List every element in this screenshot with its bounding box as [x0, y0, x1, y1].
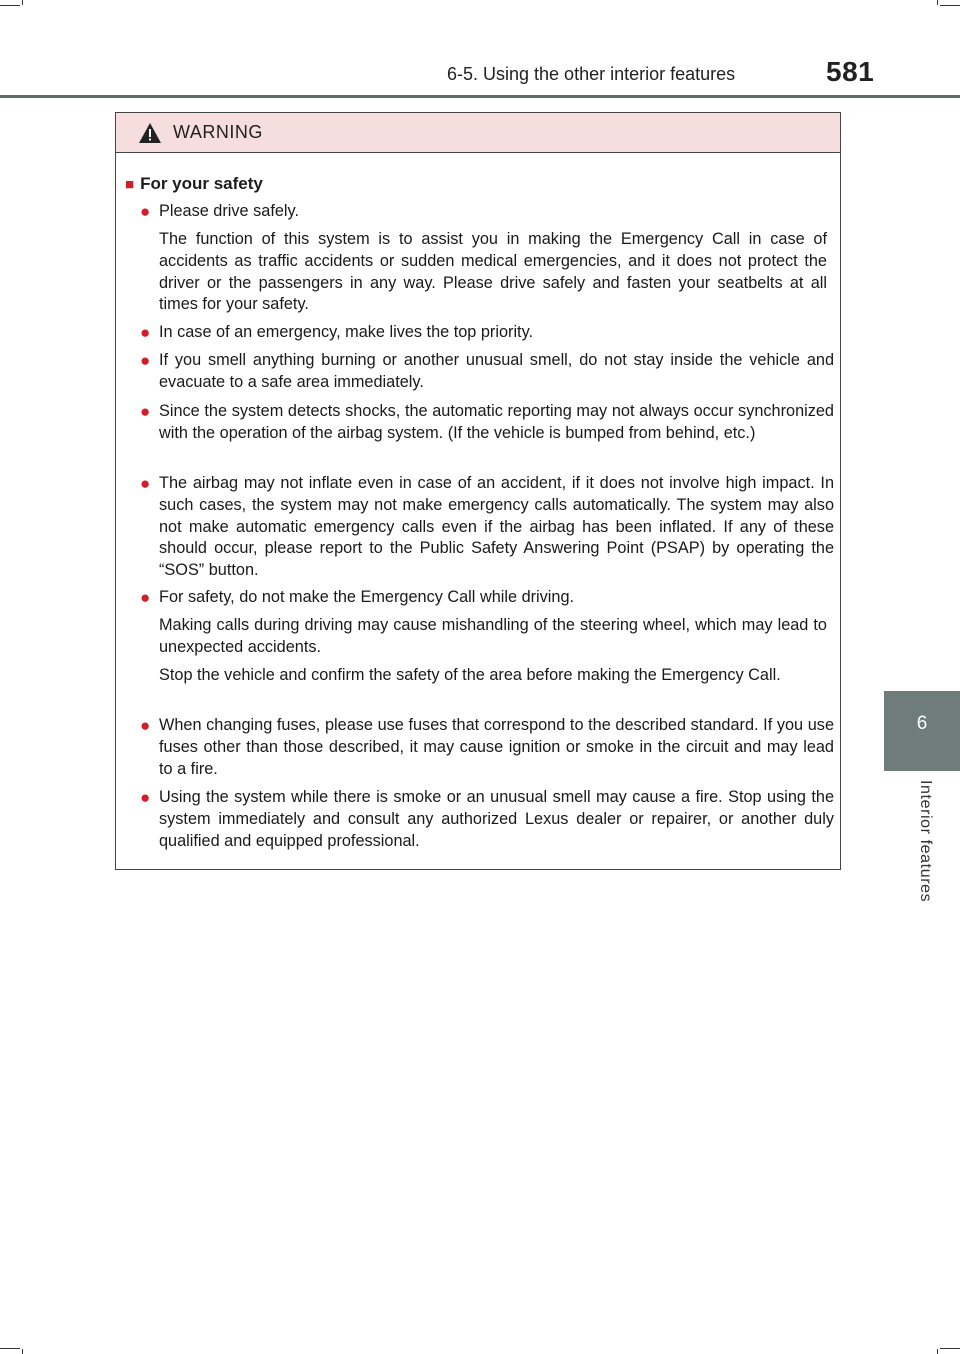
list-item: [140, 787, 834, 852]
sub-paragraph: Making calls during driving may cause mishandling of the steering wheel, which may lead to unexpected accidents.: [159, 616, 827, 656]
page-number: 581: [826, 56, 875, 87]
list-item-text: Since the system detects shocks, the automatic reporting may not always occur synchronized with the operation of the airbag system. (If the vehicle is bumped from behind, etc.): [159, 402, 834, 442]
list-item: [140, 201, 834, 223]
list-item-text: Using the system while there is smoke or an unusual smell may cause a fire. Stop using the system immediately and consult any authorized Lexus dealer or repairer, or another duly qualified and equipped professional.: [159, 788, 834, 850]
list-item: [140, 473, 834, 582]
crop-mark-bottom-left-h: [0, 1348, 20, 1349]
heading-square-icon: ■: [125, 176, 135, 193]
bullet-icon: ●: [140, 402, 151, 421]
bullet-icon: ●: [140, 788, 151, 807]
list-item-text: In case of an emergency, make lives the top priority.: [159, 323, 534, 341]
crop-mark-top-right-h: [940, 5, 960, 6]
list-item-text: For safety, do not make the Emergency Call while driving.: [159, 588, 575, 606]
bullet-icon: ●: [140, 716, 151, 735]
crop-mark-bottom-right-v: [937, 1349, 938, 1354]
warning-box: [115, 112, 841, 870]
chapter-label: Interior features: [917, 780, 934, 903]
bullet-icon: ●: [140, 351, 151, 370]
section-heading: [125, 174, 263, 194]
list-item: [140, 401, 834, 445]
chapter-tab: [884, 691, 960, 771]
warning-triangle-icon: [138, 122, 162, 144]
bullet-icon: ●: [140, 588, 151, 607]
bullet-icon: ●: [140, 474, 151, 493]
list-item-text: The airbag may not inflate even in case of an accident, if it does not involve high impact. In such cases, the system may not make emergency calls automatically. The system may also not make automatic emergency calls even if the airbag has been inflated. If any of these should occur, please report to the Public Safety Answering Point (PSAP) by operating the “SOS” button.: [159, 474, 834, 580]
list-item: [140, 322, 834, 344]
header-rule: [0, 95, 960, 98]
crop-mark-bottom-right-h: [940, 1348, 960, 1349]
section-heading-label: For your safety: [140, 174, 263, 193]
bullet-icon: ●: [140, 323, 151, 342]
list-item: [140, 350, 834, 394]
sub-paragraph: The function of this system is to assist you in making the Emergency Call in case of accidents as traffic accidents or sudden medical emergencies, and it does not protect the driver or the passengers in any way. Please drive safely and fasten your seatbelts at all times for your safety.: [159, 230, 827, 314]
list-item-text: Please drive safely.: [159, 202, 299, 220]
chapter-number: 6: [916, 713, 928, 734]
list-item: [140, 587, 834, 609]
list-item-text: When changing fuses, please use fuses that correspond to the described standard. If you use fuses other than those described, it may cause ignition or smoke in the circuit and may lead to a fire.: [159, 716, 834, 778]
bullet-icon: ●: [140, 202, 151, 221]
section-title: 6-5. Using the other interior features: [447, 64, 736, 84]
warning-title: WARNING: [173, 122, 263, 142]
crop-mark-top-left-h: [0, 5, 20, 6]
crop-mark-bottom-left-v: [22, 1349, 23, 1354]
crop-mark-top-left-v: [22, 0, 23, 5]
list-item: [140, 715, 834, 780]
warning-header: [116, 113, 840, 153]
list-item-text: If you smell anything burning or another unusual smell, do not stay inside the vehicle and evacuate to a safe area immediately.: [159, 351, 834, 391]
crop-mark-top-right-v: [937, 0, 938, 5]
sub-paragraph: Stop the vehicle and confirm the safety of the area before making the Emergency Call.: [159, 666, 781, 684]
